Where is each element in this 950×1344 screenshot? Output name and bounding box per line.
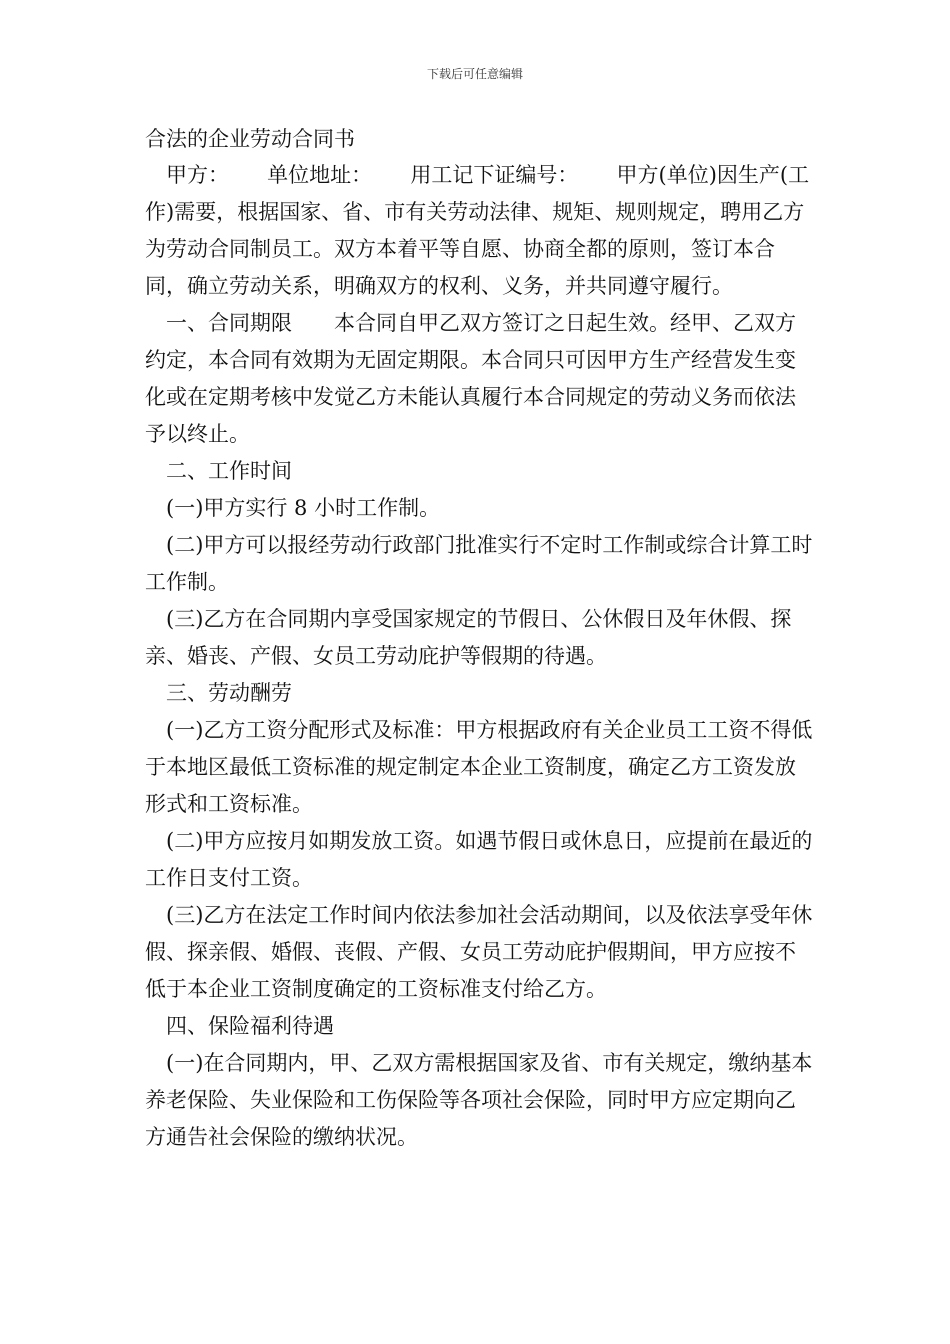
section-4-heading: 四、保险福利待遇 xyxy=(166,1014,334,1038)
document-title: 合法的企业劳动合同书 xyxy=(145,127,355,151)
document-body xyxy=(145,122,813,1156)
section-1-paragraph: 一、合同期限 本合同自甲乙双方签订之日起生效。经甲、乙双方约定，本合同有效期为无固定期限。本合同只可因甲方生产经营发生变化或在定期考核中发觉乙方未能认真履行本合同规定的劳动义务而依法予以终止。 xyxy=(145,311,796,446)
section-3-item-3: (三)乙方在法定工作时间内依法参加社会活动期间，以及依法享受年休假、探亲假、婚假、丧假、产假、女员工劳动庇护假期间，甲方应按不低于本企业工资制度确定的工资标准支付给乙方。 xyxy=(145,903,813,1001)
section-2-item-2: (二)甲方可以报经劳动行政部门批准实行不定时工作制或综合计算工时工作制。 xyxy=(145,533,813,594)
section-3-item-2: (二)甲方应按月如期发放工资。如遇节假日或休息日，应提前在最近的工作日支付工资。 xyxy=(145,829,813,890)
section-3-item-1: (一)乙方工资分配形式及标准：甲方根据政府有关企业员工工资不得低于本地区最低工资标准的规定制定本企业工资制度，确定乙方工资发放形式和工资标准。 xyxy=(145,718,813,816)
intro-paragraph: 甲方： 单位地址： 用工记下证编号： 甲方(单位)因生产(工作)需要，根据国家、省、市有关劳动法律、规矩、规则规定，聘用乙方为劳动合同制员工。双方本着平等自愿、协商全都的原则，签订本合同，确立劳动关系，明确双方的权利、义务，并共同遵守履行。 xyxy=(145,163,810,298)
section-2-item-1: (一)甲方实行 8 小时工作制。 xyxy=(166,496,441,520)
section-2-heading: 二、工作时间 xyxy=(166,459,292,483)
section-2-item-3: (三)乙方在合同期内享受国家规定的节假日、公休假日及年休假、探亲、婚丧、产假、女员工劳动庇护等假期的待遇。 xyxy=(145,607,792,668)
section-4-item-1: (一)在合同期内，甲、乙双方需根据国家及省、市有关规定，缴纳基本养老保险、失业保险和工伤保险等各项社会保险，同时甲方应定期向乙方通告社会保险的缴纳状况。 xyxy=(145,1051,813,1149)
header-note: 下载后可任意编辑 xyxy=(426,67,523,81)
section-3-heading: 三、劳动酬劳 xyxy=(166,681,292,705)
